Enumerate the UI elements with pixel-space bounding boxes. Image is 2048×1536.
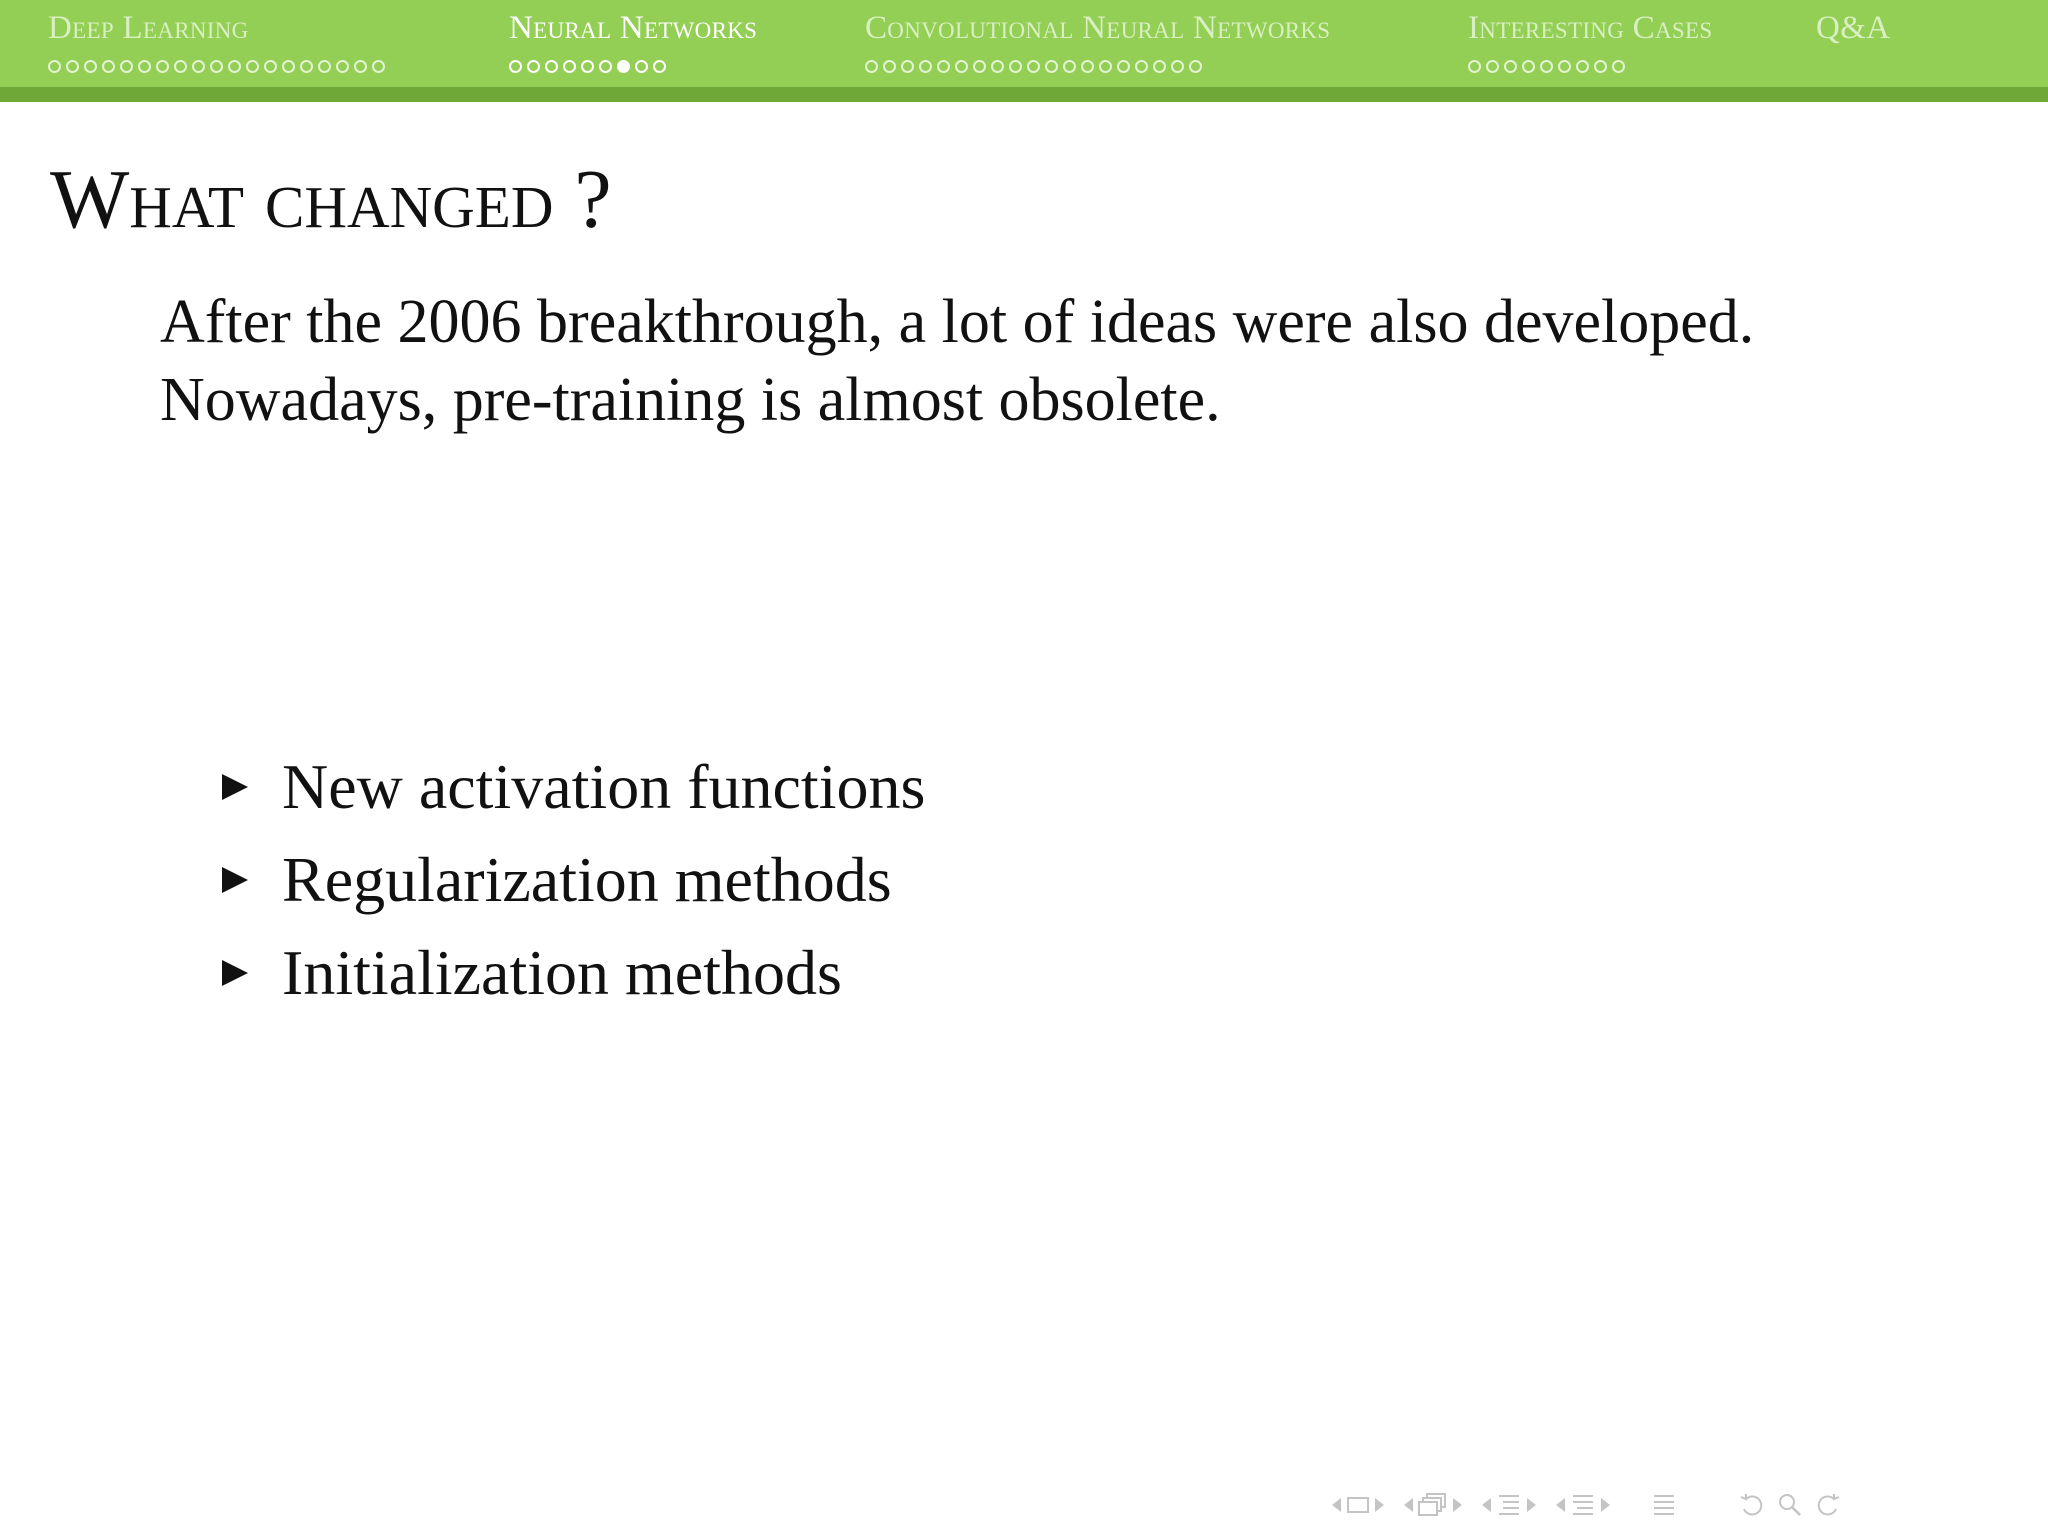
- bullet-text: New activation functions: [282, 750, 926, 822]
- slide-dot[interactable]: [955, 60, 968, 73]
- slide-dot[interactable]: [545, 60, 558, 73]
- slide-dot[interactable]: [563, 60, 576, 73]
- next-slide-icon[interactable]: [1375, 1498, 1384, 1512]
- slide-dot[interactable]: [1063, 60, 1076, 73]
- slide-dot[interactable]: [1171, 60, 1184, 73]
- next-subsection-icon[interactable]: [1527, 1498, 1536, 1512]
- slide-dot[interactable]: [138, 60, 151, 73]
- slide-dot[interactable]: [1099, 60, 1112, 73]
- slide-dot[interactable]: [1153, 60, 1166, 73]
- slide-dot[interactable]: [973, 60, 986, 73]
- slide-dot[interactable]: [1135, 60, 1148, 73]
- slide-dot[interactable]: [1486, 60, 1499, 73]
- forward-icon[interactable]: [1814, 1491, 1842, 1519]
- slide-icon[interactable]: [1345, 1495, 1371, 1515]
- intro-paragraph: [160, 283, 1980, 439]
- slide-dot[interactable]: [300, 60, 313, 73]
- previous-slide-icon[interactable]: [1332, 1498, 1341, 1512]
- nav-section-qa[interactable]: [1816, 8, 1890, 75]
- slide-dot[interactable]: [937, 60, 950, 73]
- slide-dot[interactable]: [354, 60, 367, 73]
- slide-dot[interactable]: [865, 60, 878, 73]
- slide-dot[interactable]: [210, 60, 223, 73]
- slide-dot[interactable]: [1117, 60, 1130, 73]
- subsection-icon[interactable]: [1495, 1492, 1523, 1518]
- slide-dot[interactable]: [635, 60, 648, 73]
- beamer-navigation-symbols: [1332, 1488, 2032, 1522]
- nav-section-convolutional-neural-networks[interactable]: [865, 8, 1330, 75]
- slide-dot[interactable]: [1189, 60, 1202, 73]
- slide-dots: [509, 57, 757, 75]
- previous-frame-icon[interactable]: [1404, 1498, 1413, 1512]
- nav-section-title[interactable]: Deep Learning: [48, 10, 249, 46]
- slide-dot[interactable]: [264, 60, 277, 73]
- triangle-bullet-icon: [222, 774, 248, 800]
- slide-dot[interactable]: [653, 60, 666, 73]
- slide-dot[interactable]: [1009, 60, 1022, 73]
- next-frame-icon[interactable]: [1453, 1498, 1462, 1512]
- slide-dot[interactable]: [174, 60, 187, 73]
- bullet-item: [222, 740, 925, 833]
- previous-section-icon[interactable]: [1556, 1498, 1565, 1512]
- intro-line: Nowadays, pre-training is almost obsolete.: [160, 366, 1221, 434]
- slide-dot[interactable]: [581, 60, 594, 73]
- next-section-icon[interactable]: [1601, 1498, 1610, 1512]
- slide-dot[interactable]: [901, 60, 914, 73]
- slide-dot[interactable]: [527, 60, 540, 73]
- slide-dot[interactable]: [318, 60, 331, 73]
- bullet-item: [222, 833, 925, 926]
- slide-dot[interactable]: [246, 60, 259, 73]
- bullet-item: [222, 926, 925, 1019]
- slide-title: What changed ?: [50, 153, 612, 246]
- slide-dot[interactable]: [1558, 60, 1571, 73]
- slide-dot[interactable]: [883, 60, 896, 73]
- navigation-stripe: [0, 87, 2048, 102]
- toc-icon[interactable]: [1650, 1492, 1678, 1518]
- back-icon[interactable]: [1738, 1491, 1766, 1519]
- slide-dot[interactable]: [282, 60, 295, 73]
- bullet-text: Initialization methods: [282, 936, 842, 1008]
- slide-dots: [48, 57, 385, 75]
- slide-dot[interactable]: [1612, 60, 1625, 73]
- navigation-bar: [0, 0, 2048, 102]
- slide-dot[interactable]: [1576, 60, 1589, 73]
- section-icon[interactable]: [1569, 1492, 1597, 1518]
- previous-subsection-icon[interactable]: [1482, 1498, 1491, 1512]
- slide-dots: [865, 57, 1330, 75]
- slide-dot[interactable]: [1504, 60, 1517, 73]
- slide-dot[interactable]: [1045, 60, 1058, 73]
- slide-dot[interactable]: [1522, 60, 1535, 73]
- slide-dot[interactable]: [509, 60, 522, 73]
- nav-section-title[interactable]: Interesting Cases: [1468, 10, 1713, 46]
- bullet-list: [222, 740, 925, 1019]
- slide-dot[interactable]: [1468, 60, 1481, 73]
- triangle-bullet-icon: [222, 960, 248, 986]
- slide-dot[interactable]: [1081, 60, 1094, 73]
- slide-dot[interactable]: [48, 60, 61, 73]
- nav-section-title[interactable]: Q&A: [1816, 10, 1891, 46]
- current-slide-dot[interactable]: [617, 60, 630, 73]
- search-icon[interactable]: [1776, 1491, 1804, 1519]
- slide-dot[interactable]: [919, 60, 932, 73]
- nav-section-deep-learning[interactable]: [48, 8, 385, 75]
- slide-dot[interactable]: [120, 60, 133, 73]
- slide-dot[interactable]: [156, 60, 169, 73]
- slide-dot[interactable]: [66, 60, 79, 73]
- slide-dot[interactable]: [372, 60, 385, 73]
- slide-dot[interactable]: [991, 60, 1004, 73]
- slide-dot[interactable]: [102, 60, 115, 73]
- intro-line: After the 2006 breakthrough, a lot of ideas were also developed.: [160, 288, 1755, 356]
- slide-dot[interactable]: [336, 60, 349, 73]
- bullet-text: Regularization methods: [282, 843, 892, 915]
- slide-dot[interactable]: [1594, 60, 1607, 73]
- nav-section-title[interactable]: Convolutional Neural Networks: [865, 10, 1331, 46]
- frame-icon[interactable]: [1417, 1492, 1449, 1518]
- nav-section-neural-networks[interactable]: [509, 8, 757, 75]
- slide-dot[interactable]: [1027, 60, 1040, 73]
- slide-dot[interactable]: [599, 60, 612, 73]
- slide-dots: [1468, 57, 1712, 75]
- slide-dot[interactable]: [1540, 60, 1553, 73]
- nav-section-interesting-cases[interactable]: [1468, 8, 1712, 75]
- slide-dot[interactable]: [84, 60, 97, 73]
- slide-dots: [1816, 57, 1890, 75]
- nav-section-title[interactable]: Neural Networks: [509, 10, 758, 46]
- slide-dot[interactable]: [192, 60, 205, 73]
- slide-dot[interactable]: [228, 60, 241, 73]
- triangle-bullet-icon: [222, 867, 248, 893]
